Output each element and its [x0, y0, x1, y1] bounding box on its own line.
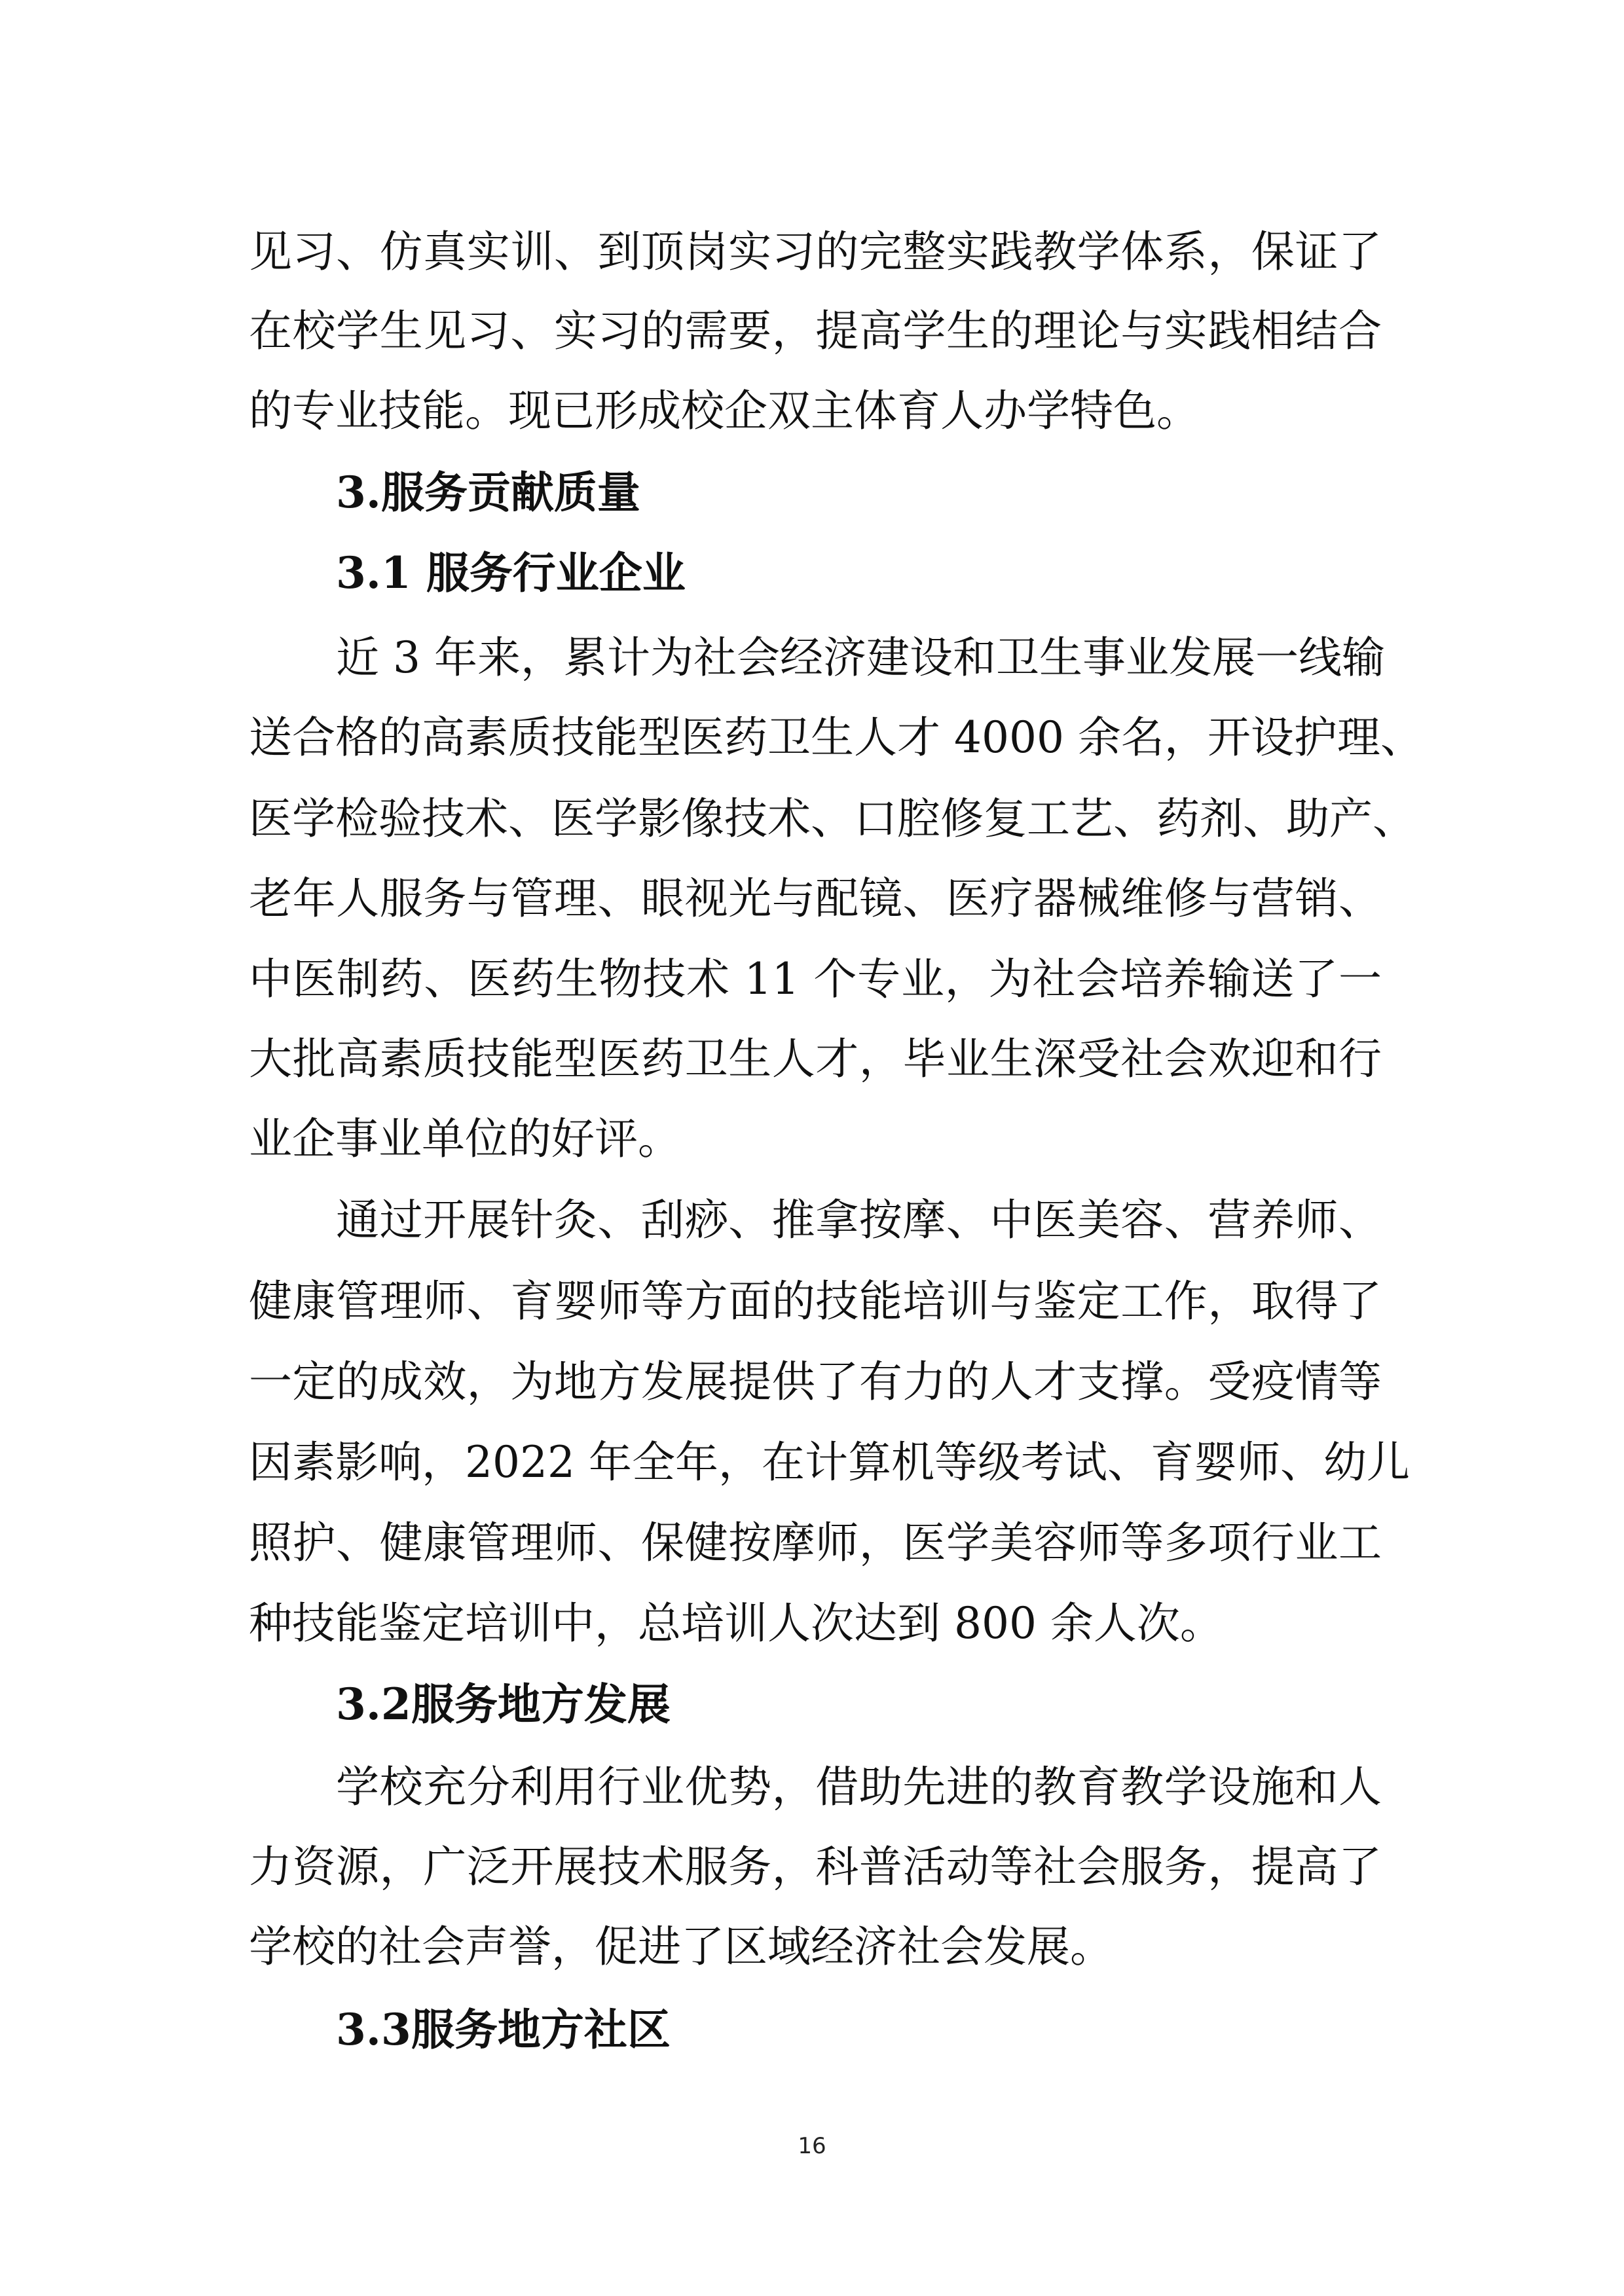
paragraph-line: 照护、健康管理师、保健按摩师，医学美容师等多项行业工 [249, 1518, 1382, 1568]
page-number: 16 [798, 2133, 826, 2159]
paragraph-line: 中医制药、医药生物技术 11 个专业，为社会培养输送了一 [249, 954, 1382, 1004]
paragraph-line: 力资源，广泛开展技术服务，科普活动等社会服务，提高了 [249, 1842, 1382, 1892]
paragraph-line: 业企事业单位的好评。 [249, 1114, 681, 1164]
subsection-heading: 3.2服务地方发展 [336, 1679, 671, 1730]
paragraph-line: 种技能鉴定培训中，总培训人次达到 800 余人次。 [249, 1598, 1223, 1649]
paragraph-line: 送合格的高素质技能型医药卫生人才 4000 余名，开设护理、 [249, 712, 1424, 763]
paragraph-line: 见习、仿真实训、到顶岗实习的完整实践教学体系，保证了 [249, 227, 1382, 277]
subsection-heading: 3.3服务地方社区 [336, 2004, 671, 2055]
section-heading: 3.服务贡献质量 [336, 467, 640, 518]
paragraph-line: 近 3 年来，累计为社会经济建设和卫生事业发展一线输 [336, 632, 1385, 683]
paragraph-line: 学校充分利用行业优势，借助先进的教育教学设施和人 [336, 1762, 1382, 1812]
paragraph-line: 一定的成效，为地方发展提供了有力的人才支撑。受疫情等 [249, 1357, 1382, 1407]
paragraph-line: 老年人服务与管理、眼视光与配镜、医疗器械维修与营销、 [249, 873, 1382, 924]
paragraph-line: 医学检验技术、医学影像技术、口腔修复工艺、药剂、助产、 [249, 793, 1416, 844]
paragraph-line: 健康管理师、育婴师等方面的技能培训与鉴定工作，取得了 [249, 1276, 1382, 1326]
paragraph-line: 的专业技能。现已形成校企双主体育人办学特色。 [249, 386, 1200, 436]
paragraph-line: 在校学生见习、实习的需要，提高学生的理论与实践相结合 [249, 306, 1382, 356]
paragraph-line: 因素影响，2022 年全年，在计算机等级考试、育婴师、幼儿 [249, 1437, 1410, 1487]
paragraph-line: 通过开展针灸、刮痧、推拿按摩、中医美容、营养师、 [336, 1195, 1382, 1245]
subsection-heading: 3.1 服务行业企业 [336, 547, 686, 598]
paragraph-line: 学校的社会声誉，促进了区域经济社会发展。 [249, 1922, 1113, 1972]
paragraph-line: 大批高素质技能型医药卫生人才，毕业生深受社会欢迎和行 [249, 1034, 1382, 1084]
